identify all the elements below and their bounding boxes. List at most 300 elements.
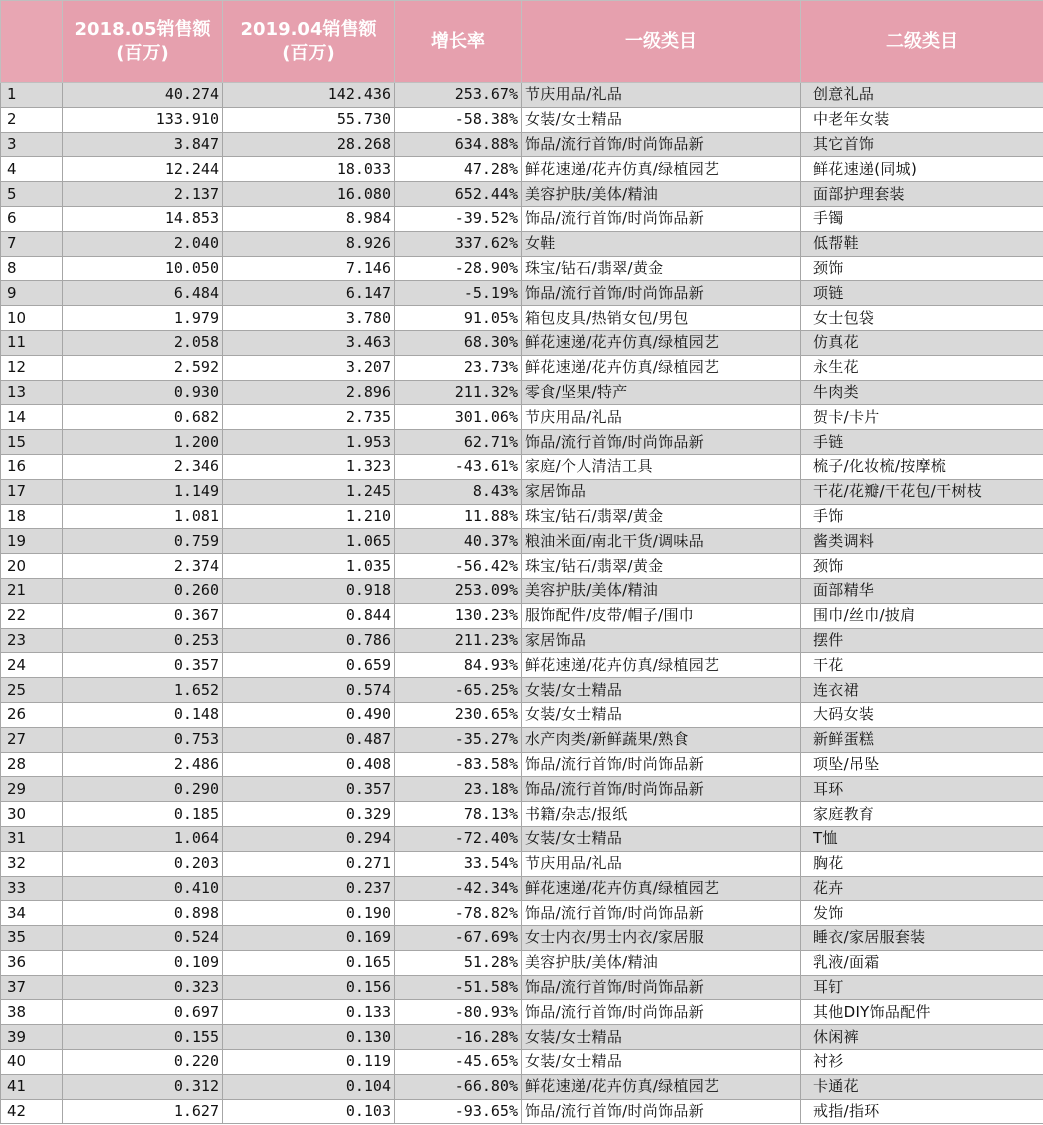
growth-rate-cell: -65.25% [395,678,522,703]
header-growth-rate: 增长率 [395,1,522,83]
row-index: 23 [1,628,63,653]
row-index: 21 [1,578,63,603]
growth-rate-cell: 23.18% [395,777,522,802]
table-row [1,950,1043,975]
category-level1-cell: 饰品/流行首饰/时尚饰品新 [522,777,801,802]
category-level1-cell: 女装/女士精品 [522,1050,801,1075]
row-index: 1 [1,83,63,108]
category-level2-cell: 面部护理套装 [801,182,1043,207]
category-level2-cell: 休闲裤 [801,1025,1043,1050]
category-level2-cell: 酱类调料 [801,529,1043,554]
row-index: 22 [1,603,63,628]
table-body [1,83,1043,1124]
growth-rate-cell: 8.43% [395,479,522,504]
sales-2019-cell: 1.323 [223,454,395,479]
category-level1-cell: 女装/女士精品 [522,678,801,703]
growth-rate-cell: 51.28% [395,950,522,975]
sales-2019-cell: 0.190 [223,901,395,926]
sales-2018-cell: 0.682 [63,405,223,430]
table-row [1,157,1043,182]
growth-rate-cell: 301.06% [395,405,522,430]
sales-2019-cell: 0.103 [223,1099,395,1124]
growth-rate-cell: 634.88% [395,132,522,157]
sales-2019-cell: 16.080 [223,182,395,207]
row-index: 25 [1,678,63,703]
table-row [1,603,1043,628]
category-level2-cell: 耳环 [801,777,1043,802]
table-row [1,628,1043,653]
sales-2018-cell: 1.652 [63,678,223,703]
growth-rate-cell: 62.71% [395,430,522,455]
sales-2019-cell: 1.245 [223,479,395,504]
row-index: 32 [1,851,63,876]
table-row [1,405,1043,430]
category-level2-cell: 其他DIY饰品配件 [801,1000,1043,1025]
category-level2-cell: 干花/花瓣/干花包/干树枝 [801,479,1043,504]
row-index: 33 [1,876,63,901]
table-row [1,578,1043,603]
category-level1-cell: 鲜花速递/花卉仿真/绿植园艺 [522,355,801,380]
row-index: 6 [1,206,63,231]
category-level2-cell: 耳钉 [801,975,1043,1000]
category-level2-cell: 衬衫 [801,1050,1043,1075]
table-row [1,529,1043,554]
growth-rate-cell: -45.65% [395,1050,522,1075]
sales-2018-cell: 2.137 [63,182,223,207]
sales-2019-cell: 0.574 [223,678,395,703]
sales-2019-cell: 0.130 [223,1025,395,1050]
category-level2-cell: 卡通花 [801,1074,1043,1099]
sales-2018-cell: 0.253 [63,628,223,653]
growth-rate-cell: -42.34% [395,876,522,901]
growth-rate-cell: 230.65% [395,702,522,727]
category-level2-cell: 新鲜蛋糕 [801,727,1043,752]
row-index: 15 [1,430,63,455]
row-index: 31 [1,826,63,851]
sales-2018-cell: 1.979 [63,306,223,331]
category-level2-cell: 胸花 [801,851,1043,876]
category-level2-cell: 乳液/面霜 [801,950,1043,975]
category-level1-cell: 节庆用品/礼品 [522,405,801,430]
row-index: 39 [1,1025,63,1050]
sales-2018-cell: 2.058 [63,330,223,355]
category-level2-cell: 围巾/丝巾/披肩 [801,603,1043,628]
category-level1-cell: 珠宝/钻石/翡翠/黄金 [522,504,801,529]
growth-rate-cell: 211.32% [395,380,522,405]
growth-rate-cell: -28.90% [395,256,522,281]
sales-2019-cell: 0.659 [223,653,395,678]
category-level2-cell: 手饰 [801,504,1043,529]
category-level2-cell: 面部精华 [801,578,1043,603]
growth-rate-cell: -72.40% [395,826,522,851]
category-level1-cell: 饰品/流行首饰/时尚饰品新 [522,1000,801,1025]
category-level1-cell: 箱包皮具/热销女包/男包 [522,306,801,331]
table-row [1,355,1043,380]
table-header [1,1,1043,83]
category-level2-cell: 中老年女装 [801,107,1043,132]
category-level2-cell: 项坠/吊坠 [801,752,1043,777]
table-row [1,306,1043,331]
growth-rate-cell: 211.23% [395,628,522,653]
growth-rate-cell: 33.54% [395,851,522,876]
sales-2018-cell: 2.486 [63,752,223,777]
row-index: 28 [1,752,63,777]
row-index: 38 [1,1000,63,1025]
sales-2019-cell: 6.147 [223,281,395,306]
row-index: 11 [1,330,63,355]
table-row [1,479,1043,504]
growth-rate-cell: -93.65% [395,1099,522,1124]
growth-rate-cell: 253.67% [395,83,522,108]
category-level2-cell: 颈饰 [801,256,1043,281]
table-row [1,752,1043,777]
sales-2018-cell: 0.524 [63,926,223,951]
sales-2019-cell: 0.490 [223,702,395,727]
sales-2018-cell: 0.260 [63,578,223,603]
category-level2-cell: 手链 [801,430,1043,455]
growth-rate-cell: -5.19% [395,281,522,306]
sales-2019-cell: 0.156 [223,975,395,1000]
sales-2019-cell: 142.436 [223,83,395,108]
growth-rate-cell: -78.82% [395,901,522,926]
growth-rate-cell: 78.13% [395,802,522,827]
table-row [1,231,1043,256]
category-level1-cell: 饰品/流行首饰/时尚饰品新 [522,975,801,1000]
table-row [1,876,1043,901]
header-sales-2018: 2018.05销售额 (百万) [63,1,223,83]
sales-2019-cell: 0.408 [223,752,395,777]
sales-2019-cell: 0.294 [223,826,395,851]
sales-2018-cell: 0.898 [63,901,223,926]
sales-2019-cell: 2.735 [223,405,395,430]
row-index: 18 [1,504,63,529]
table-row [1,901,1043,926]
category-level2-cell: 睡衣/家居服套装 [801,926,1043,951]
growth-rate-cell: 11.88% [395,504,522,529]
sales-2018-cell: 40.274 [63,83,223,108]
sales-2019-cell: 1.065 [223,529,395,554]
category-level2-cell: 颈饰 [801,554,1043,579]
sales-2018-cell: 1.081 [63,504,223,529]
growth-rate-cell: -67.69% [395,926,522,951]
sales-2018-cell: 0.109 [63,950,223,975]
sales-2018-cell: 10.050 [63,256,223,281]
table-row [1,504,1043,529]
category-level2-cell: 花卉 [801,876,1043,901]
growth-rate-cell: -58.38% [395,107,522,132]
sales-2018-cell: 0.185 [63,802,223,827]
category-level1-cell: 女装/女士精品 [522,107,801,132]
sales-2019-cell: 0.237 [223,876,395,901]
table-row [1,975,1043,1000]
sales-2018-cell: 1.200 [63,430,223,455]
sales-2018-cell: 0.930 [63,380,223,405]
category-level2-cell: 连衣裙 [801,678,1043,703]
table-row [1,83,1043,108]
row-index: 41 [1,1074,63,1099]
row-index: 30 [1,802,63,827]
category-level2-cell: 贺卡/卡片 [801,405,1043,430]
sales-2018-cell: 0.697 [63,1000,223,1025]
row-index: 7 [1,231,63,256]
sales-2018-cell: 0.312 [63,1074,223,1099]
row-index: 27 [1,727,63,752]
growth-rate-cell: -35.27% [395,727,522,752]
category-level1-cell: 饰品/流行首饰/时尚饰品新 [522,430,801,455]
growth-rate-cell: -66.80% [395,1074,522,1099]
sales-2019-cell: 0.119 [223,1050,395,1075]
category-level2-cell: 女士包袋 [801,306,1043,331]
table-row [1,281,1043,306]
header-index [1,1,63,83]
table-row [1,1074,1043,1099]
sales-2018-cell: 0.148 [63,702,223,727]
row-index: 5 [1,182,63,207]
sales-2019-cell: 0.329 [223,802,395,827]
category-level2-cell: 仿真花 [801,330,1043,355]
sales-2019-cell: 8.926 [223,231,395,256]
row-index: 16 [1,454,63,479]
category-level1-cell: 饰品/流行首饰/时尚饰品新 [522,206,801,231]
category-level2-cell: T恤 [801,826,1043,851]
category-level1-cell: 女鞋 [522,231,801,256]
category-level1-cell: 零食/坚果/特产 [522,380,801,405]
sales-2018-cell: 0.290 [63,777,223,802]
row-index: 13 [1,380,63,405]
sales-2018-cell: 14.853 [63,206,223,231]
table-row [1,380,1043,405]
category-level2-cell: 永生花 [801,355,1043,380]
category-level2-cell: 手镯 [801,206,1043,231]
growth-rate-cell: -83.58% [395,752,522,777]
growth-rate-cell: 68.30% [395,330,522,355]
category-level1-cell: 饰品/流行首饰/时尚饰品新 [522,752,801,777]
sales-2019-cell: 0.104 [223,1074,395,1099]
category-level1-cell: 女装/女士精品 [522,702,801,727]
sales-2019-cell: 3.207 [223,355,395,380]
sales-2018-cell: 1.149 [63,479,223,504]
growth-rate-cell: -51.58% [395,975,522,1000]
table-row [1,1025,1043,1050]
sales-2018-cell: 0.759 [63,529,223,554]
table-row [1,256,1043,281]
row-index: 9 [1,281,63,306]
category-level1-cell: 女士内衣/男士内衣/家居服 [522,926,801,951]
growth-rate-cell: 253.09% [395,578,522,603]
category-level2-cell: 摆件 [801,628,1043,653]
category-level2-cell: 干花 [801,653,1043,678]
sales-2018-cell: 0.203 [63,851,223,876]
sales-2019-cell: 1.210 [223,504,395,529]
sales-2018-cell: 6.484 [63,281,223,306]
category-level2-cell: 鲜花速递(同城) [801,157,1043,182]
row-index: 3 [1,132,63,157]
sales-2018-cell: 0.410 [63,876,223,901]
category-level2-cell: 项链 [801,281,1043,306]
growth-rate-cell: 652.44% [395,182,522,207]
category-level1-cell: 家居饰品 [522,628,801,653]
sales-2018-cell: 1.627 [63,1099,223,1124]
sales-2018-cell: 2.040 [63,231,223,256]
category-level1-cell: 饰品/流行首饰/时尚饰品新 [522,281,801,306]
category-level2-cell: 创意礼品 [801,83,1043,108]
row-index: 42 [1,1099,63,1124]
growth-rate-cell: 23.73% [395,355,522,380]
sales-2019-cell: 0.786 [223,628,395,653]
sales-2018-cell: 0.323 [63,975,223,1000]
growth-rate-cell: -56.42% [395,554,522,579]
category-level2-cell: 家庭教育 [801,802,1043,827]
category-level1-cell: 美容护肤/美体/精油 [522,182,801,207]
category-level1-cell: 节庆用品/礼品 [522,83,801,108]
growth-rate-cell: -16.28% [395,1025,522,1050]
sales-2018-cell: 3.847 [63,132,223,157]
header-category-level1: 一级类目 [522,1,801,83]
category-level1-cell: 节庆用品/礼品 [522,851,801,876]
table-row [1,702,1043,727]
category-level1-cell: 饰品/流行首饰/时尚饰品新 [522,132,801,157]
sales-2019-cell: 3.780 [223,306,395,331]
sales-2019-cell: 0.133 [223,1000,395,1025]
row-index: 36 [1,950,63,975]
table-row [1,206,1043,231]
category-level1-cell: 家庭/个人清洁工具 [522,454,801,479]
category-level1-cell: 珠宝/钻石/翡翠/黄金 [522,554,801,579]
sales-2019-cell: 2.896 [223,380,395,405]
category-level1-cell: 粮油米面/南北干货/调味品 [522,529,801,554]
table-row [1,926,1043,951]
header-category-level2: 二级类目 [801,1,1043,83]
row-index: 34 [1,901,63,926]
category-level1-cell: 珠宝/钻石/翡翠/黄金 [522,256,801,281]
sales-2018-cell: 2.592 [63,355,223,380]
row-index: 24 [1,653,63,678]
sales-2018-cell: 0.220 [63,1050,223,1075]
category-level2-cell: 戒指/指环 [801,1099,1043,1124]
sales-2018-cell: 0.357 [63,653,223,678]
growth-rate-cell: 91.05% [395,306,522,331]
sales-2019-cell: 3.463 [223,330,395,355]
growth-rate-cell: 40.37% [395,529,522,554]
category-level1-cell: 鲜花速递/花卉仿真/绿植园艺 [522,330,801,355]
row-index: 37 [1,975,63,1000]
sales-2018-cell: 2.374 [63,554,223,579]
category-level2-cell: 梳子/化妆梳/按摩梳 [801,454,1043,479]
sales-2019-cell: 7.146 [223,256,395,281]
row-index: 29 [1,777,63,802]
growth-rate-cell: 130.23% [395,603,522,628]
sales-2018-cell: 0.155 [63,1025,223,1050]
category-level1-cell: 鲜花速递/花卉仿真/绿植园艺 [522,876,801,901]
row-index: 12 [1,355,63,380]
category-level1-cell: 女装/女士精品 [522,1025,801,1050]
category-level1-cell: 鲜花速递/花卉仿真/绿植园艺 [522,1074,801,1099]
table-row [1,182,1043,207]
sales-2019-cell: 55.730 [223,107,395,132]
growth-rate-cell: -80.93% [395,1000,522,1025]
category-level1-cell: 鲜花速递/花卉仿真/绿植园艺 [522,157,801,182]
category-level1-cell: 服饰配件/皮带/帽子/围巾 [522,603,801,628]
table-row [1,727,1043,752]
row-index: 8 [1,256,63,281]
row-index: 20 [1,554,63,579]
row-index: 4 [1,157,63,182]
category-level1-cell: 饰品/流行首饰/时尚饰品新 [522,1099,801,1124]
category-level1-cell: 水产肉类/新鲜蔬果/熟食 [522,727,801,752]
row-index: 14 [1,405,63,430]
growth-rate-cell: 337.62% [395,231,522,256]
table-row [1,1000,1043,1025]
category-level2-cell: 牛肉类 [801,380,1043,405]
table-row [1,330,1043,355]
row-index: 35 [1,926,63,951]
sales-2019-cell: 1.953 [223,430,395,455]
row-index: 40 [1,1050,63,1075]
sales-2019-cell: 0.271 [223,851,395,876]
category-level1-cell: 女装/女士精品 [522,826,801,851]
sales-2018-cell: 0.367 [63,603,223,628]
sales-2019-cell: 0.844 [223,603,395,628]
table-row [1,777,1043,802]
sales-2018-cell: 2.346 [63,454,223,479]
sales-2019-cell: 8.984 [223,206,395,231]
category-level1-cell: 饰品/流行首饰/时尚饰品新 [522,901,801,926]
table-row [1,851,1043,876]
category-level1-cell: 书籍/杂志/报纸 [522,802,801,827]
category-level1-cell: 美容护肤/美体/精油 [522,950,801,975]
table-row [1,132,1043,157]
table-row [1,1050,1043,1075]
growth-rate-cell: -39.52% [395,206,522,231]
table-row [1,653,1043,678]
sales-2019-cell: 28.268 [223,132,395,157]
sales-2019-cell: 0.357 [223,777,395,802]
table-row [1,454,1043,479]
category-level2-cell: 其它首饰 [801,132,1043,157]
sales-2019-cell: 0.169 [223,926,395,951]
category-level1-cell: 鲜花速递/花卉仿真/绿植园艺 [522,653,801,678]
growth-rate-cell: -43.61% [395,454,522,479]
category-level2-cell: 大码女装 [801,702,1043,727]
category-level1-cell: 美容护肤/美体/精油 [522,578,801,603]
row-index: 17 [1,479,63,504]
category-level2-cell: 发饰 [801,901,1043,926]
table-row [1,554,1043,579]
sales-2018-cell: 0.753 [63,727,223,752]
category-level2-cell: 低帮鞋 [801,231,1043,256]
table-row [1,430,1043,455]
sales-2018-cell: 12.244 [63,157,223,182]
table-row [1,1099,1043,1124]
sales-2018-cell: 1.064 [63,826,223,851]
header-sales-2019: 2019.04销售额 (百万) [223,1,395,83]
sales-2018-cell: 133.910 [63,107,223,132]
table-row [1,802,1043,827]
table-row [1,678,1043,703]
header-row [1,1,1043,83]
sales-2019-cell: 0.487 [223,727,395,752]
category-level1-cell: 家居饰品 [522,479,801,504]
growth-rate-cell: 84.93% [395,653,522,678]
growth-rate-cell: 47.28% [395,157,522,182]
sales-2019-cell: 0.918 [223,578,395,603]
row-index: 26 [1,702,63,727]
row-index: 2 [1,107,63,132]
row-index: 19 [1,529,63,554]
sales-2019-cell: 1.035 [223,554,395,579]
sales-2019-cell: 18.033 [223,157,395,182]
table-row [1,107,1043,132]
